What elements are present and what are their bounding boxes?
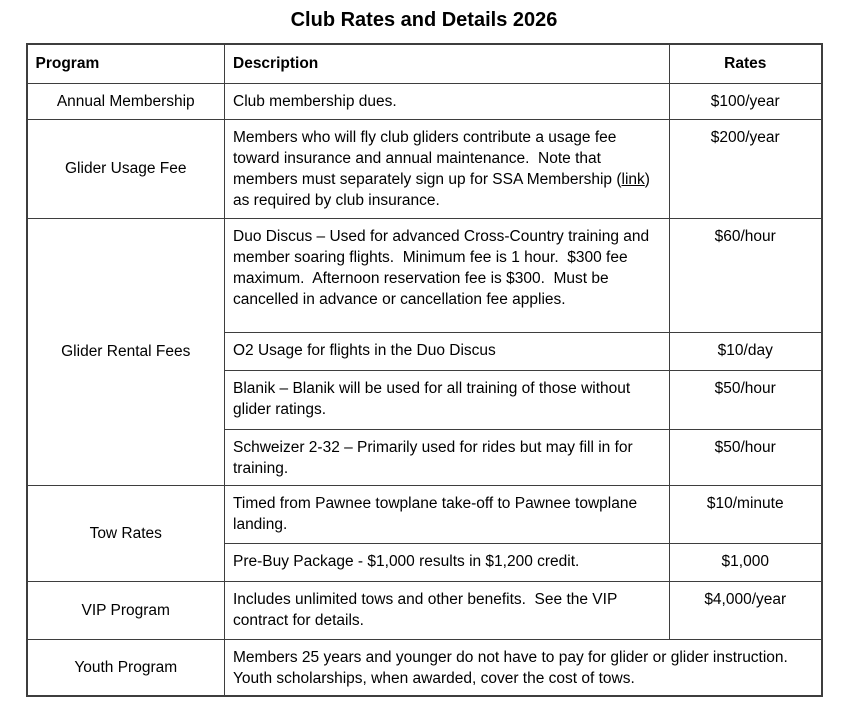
column-header-description: Description	[225, 44, 670, 83]
description-cell: Blanik – Blanik will be used for all training of those without glider ratings.	[225, 370, 670, 429]
table-row	[27, 218, 822, 332]
rate-cell: $200/year	[670, 119, 822, 218]
program-cell-annual-membership: Annual Membership	[27, 83, 225, 119]
description-cell: Club membership dues.	[225, 83, 670, 119]
description-cell: Includes unlimited tows and other benefits. See the VIP contract for details.	[225, 581, 670, 639]
table-row	[27, 485, 822, 543]
program-cell-tow-rates: Tow Rates	[27, 485, 225, 581]
description-text-after-link: ) as required by club insurance.	[233, 170, 655, 209]
column-header-rates: Rates	[670, 44, 822, 83]
page-title: Club Rates and Details 2026	[290, 9, 558, 31]
rate-cell: $50/hour	[670, 429, 822, 485]
program-cell-glider-usage-fee: Glider Usage Fee	[27, 119, 225, 218]
description-cell: Schweizer 2-32 – Primarily used for rides but may fill in for training.	[225, 429, 670, 485]
description-cell: Pre-Buy Package - $1,000 results in $1,200 credit.	[225, 543, 670, 581]
table-row	[27, 83, 822, 119]
description-cell: O2 Usage for flights in the Duo Discus	[225, 332, 670, 370]
table-row	[27, 581, 822, 639]
description-text-before-link: Members who will fly club gliders contribute a usage fee toward insurance and annual maintenance. Note that members must separately sign up for SSA Membership (	[233, 128, 622, 188]
program-cell-youth-program: Youth Program	[27, 639, 225, 696]
column-header-program: Program	[27, 44, 225, 83]
description-cell: Timed from Pawnee towplane take-off to Pawnee towplane landing.	[225, 485, 670, 543]
description-cell: Duo Discus – Used for advanced Cross-Country training and member soaring flights. Minimum fee is 1 hour. $300 fee maximum. Afternoon reservation fee is $300. Must be cancelled in advance or cancellation fee applies.	[225, 218, 670, 332]
rates-table	[26, 43, 823, 697]
description-cell-span: Members 25 years and younger do not have to pay for glider or glider instruction. Youth scholarships, when awarded, cover the cost of tows.	[225, 639, 822, 696]
table-row	[27, 639, 822, 696]
program-cell-vip-program: VIP Program	[27, 581, 225, 639]
rate-cell: $4,000/year	[670, 581, 822, 639]
table-row	[27, 119, 822, 218]
table-header-row	[27, 44, 822, 83]
rate-cell: $100/year	[670, 83, 822, 119]
description-cell	[225, 119, 670, 218]
rate-cell: $10/minute	[670, 485, 822, 543]
ssa-membership-link[interactable]: link	[621, 170, 645, 188]
rate-cell: $10/day	[670, 332, 822, 370]
rate-cell: $50/hour	[670, 370, 822, 429]
rate-cell: $1,000	[670, 543, 822, 581]
program-cell-glider-rental-fees: Glider Rental Fees	[27, 218, 225, 485]
rate-cell: $60/hour	[670, 218, 822, 332]
